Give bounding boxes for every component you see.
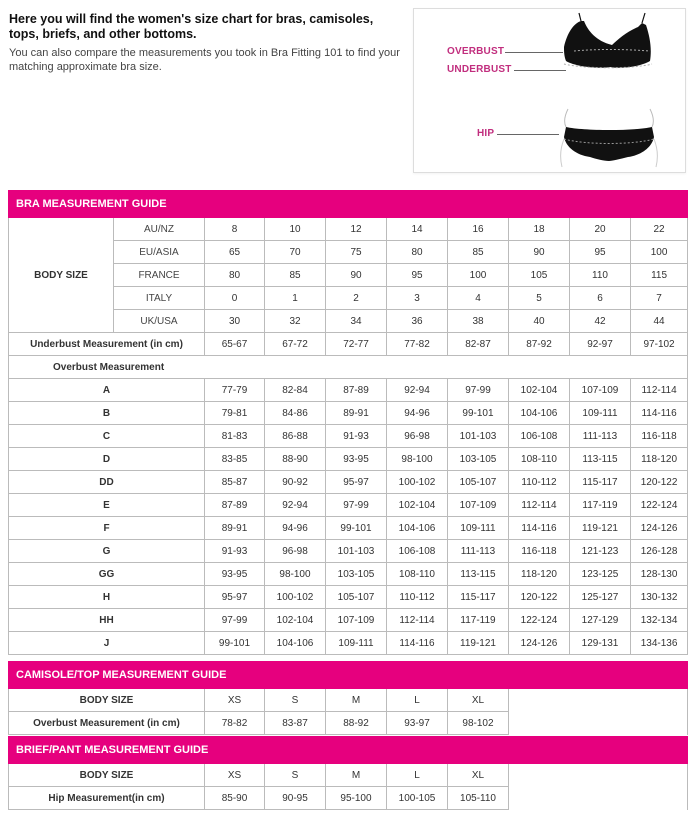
overbust-value: 105-107 — [448, 471, 509, 494]
size-value: 2 — [326, 287, 387, 310]
intro-text: You can also compare the measurements you took in Bra Fitting 101 to find your matching approximate bra size. — [9, 47, 400, 73]
size-value: 38 — [448, 310, 509, 333]
overbust-value: 124-126 — [631, 517, 688, 540]
cup-label: F — [9, 517, 205, 540]
overbust-value: 77-79 — [205, 379, 265, 402]
cup-label: A — [9, 379, 205, 402]
overbust-value: 134-136 — [631, 632, 688, 655]
measurement-value: 83-87 — [265, 712, 326, 735]
cup-row — [9, 586, 688, 609]
bra-header-row — [9, 191, 688, 218]
size-value: L — [387, 689, 448, 712]
underbust-value: 97-102 — [631, 333, 688, 356]
overbust-value: 83-85 — [205, 448, 265, 471]
size-value: 6 — [570, 287, 631, 310]
size-value: 95 — [387, 264, 448, 287]
measurement-value: 90-95 — [265, 787, 326, 810]
overbust-value: 107-109 — [448, 494, 509, 517]
overbust-value: 79-81 — [205, 402, 265, 425]
section-title: BRIEF/PANT MEASUREMENT GUIDE — [9, 737, 688, 764]
overbust-value: 99-101 — [448, 402, 509, 425]
overbust-value: 119-121 — [448, 632, 509, 655]
overbust-value: 100-102 — [387, 471, 448, 494]
overbust-value: 95-97 — [205, 586, 265, 609]
overbust-value: 120-122 — [631, 471, 688, 494]
measurement-label: Hip Measurement(in cm) — [9, 787, 205, 810]
overbust-value: 121-123 — [570, 540, 631, 563]
measurement-label: Overbust Measurement (in cm) — [9, 712, 205, 735]
cup-label: G — [9, 540, 205, 563]
measurement-value: 78-82 — [205, 712, 265, 735]
lingerie-illustration-icon — [414, 9, 685, 172]
overbust-value: 118-120 — [631, 448, 688, 471]
measurement-value: 100-105 — [387, 787, 448, 810]
overbust-value: 106-108 — [509, 425, 570, 448]
overbust-value: 114-116 — [509, 517, 570, 540]
overbust-value: 114-116 — [387, 632, 448, 655]
size-value: XL — [448, 764, 509, 787]
size-value: 90 — [326, 264, 387, 287]
size-value: 3 — [387, 287, 448, 310]
overbust-value: 96-98 — [265, 540, 326, 563]
overbust-value: 125-127 — [570, 586, 631, 609]
overbust-value: 92-94 — [265, 494, 326, 517]
size-value: 8 — [205, 218, 265, 241]
measurement-illustration — [413, 8, 686, 173]
body-size-row — [9, 764, 688, 787]
overbust-value: 107-109 — [570, 379, 631, 402]
measurement-value: 98-102 — [448, 712, 509, 735]
overbust-value: 118-120 — [509, 563, 570, 586]
overbust-label: Overbust Measurement — [9, 356, 688, 379]
overbust-value: 102-104 — [265, 609, 326, 632]
overbust-value: 85-87 — [205, 471, 265, 494]
overbust-value: 120-122 — [509, 586, 570, 609]
overbust-value: 129-131 — [570, 632, 631, 655]
size-value: 10 — [265, 218, 326, 241]
overbust-value: 89-91 — [326, 402, 387, 425]
overbust-line — [505, 52, 563, 53]
overbust-label: OVERBUST — [447, 46, 505, 57]
underbust-value: 82-87 — [448, 333, 509, 356]
overbust-value: 102-104 — [387, 494, 448, 517]
size-value: 80 — [387, 241, 448, 264]
overbust-value: 105-107 — [326, 586, 387, 609]
size-value: 110 — [570, 264, 631, 287]
overbust-value: 130-132 — [631, 586, 688, 609]
cup-row — [9, 471, 688, 494]
overbust-value: 91-93 — [205, 540, 265, 563]
overbust-value: 88-90 — [265, 448, 326, 471]
cup-label: D — [9, 448, 205, 471]
underbust-value: 72-77 — [326, 333, 387, 356]
size-value: 105 — [509, 264, 570, 287]
overbust-value: 104-106 — [387, 517, 448, 540]
overbust-value: 115-117 — [570, 471, 631, 494]
size-value: 95 — [570, 241, 631, 264]
cup-row — [9, 563, 688, 586]
overbust-value: 124-126 — [509, 632, 570, 655]
cup-row — [9, 402, 688, 425]
intro-heading: Here you will find the women's size chart for bras, camisoles, tops, briefs, and other bottoms. — [9, 12, 374, 41]
size-value: 85 — [265, 264, 326, 287]
region-label: ITALY — [114, 287, 205, 310]
overbust-value: 87-89 — [326, 379, 387, 402]
cup-row — [9, 425, 688, 448]
intro — [9, 12, 404, 74]
cup-row — [9, 494, 688, 517]
size-value: 30 — [205, 310, 265, 333]
underbust-label: UNDERBUST — [447, 64, 512, 75]
size-value: M — [326, 764, 387, 787]
brief-header-row — [9, 737, 688, 764]
overbust-value: 91-93 — [326, 425, 387, 448]
overbust-value: 109-111 — [326, 632, 387, 655]
cup-row — [9, 448, 688, 471]
overbust-value: 102-104 — [509, 379, 570, 402]
overbust-value: 92-94 — [387, 379, 448, 402]
underbust-row — [9, 333, 688, 356]
size-value: 22 — [631, 218, 688, 241]
cup-label: J — [9, 632, 205, 655]
cup-row — [9, 540, 688, 563]
size-value: 75 — [326, 241, 387, 264]
overbust-value: 96-98 — [387, 425, 448, 448]
body-size-label: BODY SIZE — [9, 764, 205, 787]
hip-label: HIP — [477, 128, 495, 139]
size-value: 100 — [631, 241, 688, 264]
measurement-value: 95-100 — [326, 787, 387, 810]
underbust-value: 77-82 — [387, 333, 448, 356]
overbust-value: 98-100 — [387, 448, 448, 471]
size-value: L — [387, 764, 448, 787]
size-value: 5 — [509, 287, 570, 310]
overbust-value: 84-86 — [265, 402, 326, 425]
overbust-value: 116-118 — [509, 540, 570, 563]
overbust-value: 100-102 — [265, 586, 326, 609]
overbust-value: 94-96 — [265, 517, 326, 540]
cup-label: DD — [9, 471, 205, 494]
overbust-value: 109-111 — [570, 402, 631, 425]
underbust-label: Underbust Measurement (in cm) — [9, 333, 205, 356]
underbust-line — [514, 70, 566, 71]
overbust-value: 122-124 — [631, 494, 688, 517]
measurement-value: 88-92 — [326, 712, 387, 735]
size-value: 0 — [205, 287, 265, 310]
overbust-value: 103-105 — [326, 563, 387, 586]
overbust-value: 127-129 — [570, 609, 631, 632]
overbust-value: 117-119 — [448, 609, 509, 632]
overbust-value: 113-115 — [570, 448, 631, 471]
size-value: 100 — [448, 264, 509, 287]
overbust-value: 104-106 — [509, 402, 570, 425]
overbust-value: 128-130 — [631, 563, 688, 586]
overbust-value: 99-101 — [326, 517, 387, 540]
measurement-value: 93-97 — [387, 712, 448, 735]
section-title: BRA MEASUREMENT GUIDE — [9, 191, 688, 218]
underbust-value: 92-97 — [570, 333, 631, 356]
hip-line — [497, 134, 559, 135]
size-value: 36 — [387, 310, 448, 333]
overbust-value: 113-115 — [448, 563, 509, 586]
overbust-value: 86-88 — [265, 425, 326, 448]
bra-measurement-table — [8, 190, 688, 655]
camisole-header-row — [9, 662, 688, 689]
overbust-value: 117-119 — [570, 494, 631, 517]
region-label: FRANCE — [114, 264, 205, 287]
overbust-value: 90-92 — [265, 471, 326, 494]
overbust-value: 110-112 — [509, 471, 570, 494]
cup-label: B — [9, 402, 205, 425]
overbust-value: 82-84 — [265, 379, 326, 402]
size-value: 42 — [570, 310, 631, 333]
overbust-value: 103-105 — [448, 448, 509, 471]
size-value: 80 — [205, 264, 265, 287]
body-size-row — [9, 689, 688, 712]
size-row — [9, 218, 688, 241]
overbust-value: 99-101 — [205, 632, 265, 655]
overbust-value: 108-110 — [387, 563, 448, 586]
overbust-value: 95-97 — [326, 471, 387, 494]
size-value: S — [265, 764, 326, 787]
camisole-measurement-table — [8, 661, 688, 735]
overbust-value: 122-124 — [509, 609, 570, 632]
size-value: 1 — [265, 287, 326, 310]
section-title: CAMISOLE/TOP MEASUREMENT GUIDE — [9, 662, 688, 689]
overbust-value: 89-91 — [205, 517, 265, 540]
size-value: XL — [448, 689, 509, 712]
overbust-label-row — [9, 356, 688, 379]
overbust-value: 112-114 — [387, 609, 448, 632]
cup-label: GG — [9, 563, 205, 586]
overbust-value: 98-100 — [265, 563, 326, 586]
size-value: 16 — [448, 218, 509, 241]
cup-row — [9, 379, 688, 402]
measurement-value: 105-110 — [448, 787, 509, 810]
overbust-value: 108-110 — [509, 448, 570, 471]
cup-row — [9, 517, 688, 540]
cup-row — [9, 609, 688, 632]
underbust-value: 65-67 — [205, 333, 265, 356]
overbust-value: 104-106 — [265, 632, 326, 655]
overbust-value: 115-117 — [448, 586, 509, 609]
blank-cell — [509, 764, 688, 810]
overbust-value: 87-89 — [205, 494, 265, 517]
cup-label: E — [9, 494, 205, 517]
overbust-value: 116-118 — [631, 425, 688, 448]
overbust-value: 101-103 — [326, 540, 387, 563]
overbust-value: 119-121 — [570, 517, 631, 540]
overbust-value: 111-113 — [570, 425, 631, 448]
size-value: 14 — [387, 218, 448, 241]
size-value: 44 — [631, 310, 688, 333]
cup-label: H — [9, 586, 205, 609]
size-value: 7 — [631, 287, 688, 310]
cup-row — [9, 632, 688, 655]
overbust-value: 97-99 — [448, 379, 509, 402]
size-value: 20 — [570, 218, 631, 241]
overbust-value: 101-103 — [448, 425, 509, 448]
brief-measurement-table — [8, 736, 688, 810]
overbust-value: 107-109 — [326, 609, 387, 632]
region-label: EU/ASIA — [114, 241, 205, 264]
measurement-value: 85-90 — [205, 787, 265, 810]
size-value: 70 — [265, 241, 326, 264]
blank-cell — [509, 689, 688, 735]
overbust-value: 110-112 — [387, 586, 448, 609]
overbust-value: 93-95 — [326, 448, 387, 471]
size-value: M — [326, 689, 387, 712]
overbust-value: 93-95 — [205, 563, 265, 586]
region-label: AU/NZ — [114, 218, 205, 241]
underbust-value: 87-92 — [509, 333, 570, 356]
overbust-value: 109-111 — [448, 517, 509, 540]
overbust-value: 112-114 — [509, 494, 570, 517]
overbust-value: 111-113 — [448, 540, 509, 563]
cup-label: HH — [9, 609, 205, 632]
size-value: 18 — [509, 218, 570, 241]
size-value: 12 — [326, 218, 387, 241]
size-value: 85 — [448, 241, 509, 264]
overbust-value: 112-114 — [631, 379, 688, 402]
size-value: 32 — [265, 310, 326, 333]
size-value: 90 — [509, 241, 570, 264]
size-value: 65 — [205, 241, 265, 264]
overbust-value: 81-83 — [205, 425, 265, 448]
size-value: 4 — [448, 287, 509, 310]
overbust-value: 123-125 — [570, 563, 631, 586]
overbust-value: 132-134 — [631, 609, 688, 632]
overbust-value: 106-108 — [387, 540, 448, 563]
overbust-value: 97-99 — [205, 609, 265, 632]
overbust-value: 126-128 — [631, 540, 688, 563]
overbust-value: 94-96 — [387, 402, 448, 425]
body-size-label: BODY SIZE — [9, 689, 205, 712]
size-value: XS — [205, 689, 265, 712]
size-value: 115 — [631, 264, 688, 287]
size-value: 34 — [326, 310, 387, 333]
overbust-value: 97-99 — [326, 494, 387, 517]
underbust-value: 67-72 — [265, 333, 326, 356]
size-value: S — [265, 689, 326, 712]
body-size-label: BODY SIZE — [9, 218, 114, 333]
size-value: 40 — [509, 310, 570, 333]
cup-label: C — [9, 425, 205, 448]
size-value: XS — [205, 764, 265, 787]
overbust-value: 114-116 — [631, 402, 688, 425]
region-label: UK/USA — [114, 310, 205, 333]
